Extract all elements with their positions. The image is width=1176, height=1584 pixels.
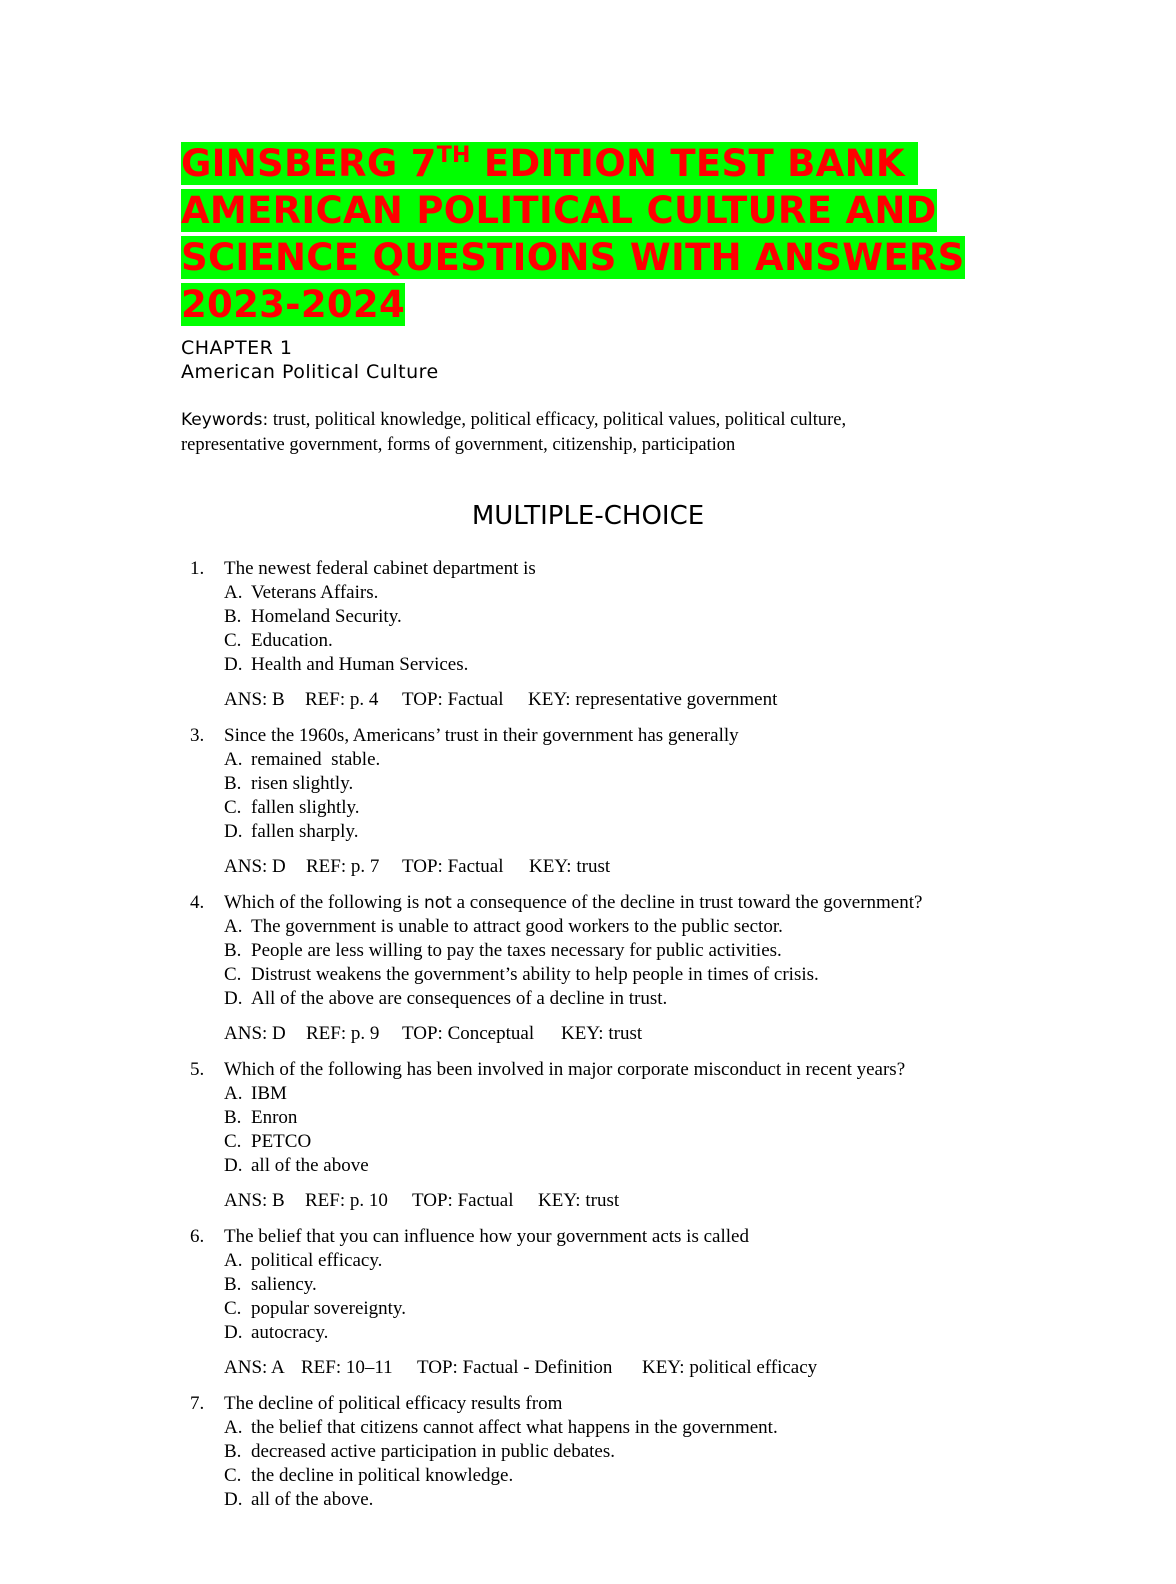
title-line-1: GINSBERG 7TH EDITION TEST BANK — [181, 142, 918, 185]
emphasis-not: not — [424, 893, 452, 913]
answer-choice: C. Distrust weakens the government’s ability to help people in times of crisis. — [224, 964, 819, 985]
keywords-line-1: trust, political knowledge, political efficacy, political values, political culture, — [272, 410, 847, 430]
answer-choice: A. the belief that citizens cannot affect what happens in the government. — [224, 1417, 778, 1438]
answer-choice: A. IBM — [224, 1083, 287, 1104]
question-stem: The decline of political efficacy results from — [224, 1393, 563, 1414]
answer-key-line — [0, 855, 1176, 879]
answer-keyword: KEY: trust — [529, 856, 611, 877]
answer-choice: B. People are less willing to pay the taxes necessary for public activities. — [224, 940, 782, 961]
answer-topic: TOP: Factual — [402, 856, 504, 877]
question-number: 7. — [190, 1393, 205, 1414]
question-item — [0, 557, 1176, 712]
answer-choice: D. autocracy. — [224, 1322, 329, 1343]
answer-choice: D. fallen sharply. — [224, 821, 359, 842]
answer-keyword: KEY: trust — [538, 1190, 620, 1211]
title-line-2: AMERICAN POLITICAL CULTURE AND — [181, 189, 937, 232]
answer-ref: REF: 10–11 — [301, 1357, 393, 1378]
question-stem: Since the 1960s, Americans’ trust in their government has generally — [224, 725, 739, 746]
answer-choice: A. political efficacy. — [224, 1250, 383, 1271]
chapter-name: American Political Culture — [181, 361, 439, 383]
question-item — [0, 1058, 1176, 1213]
answer-choice: B. decreased active participation in public debates. — [224, 1441, 616, 1462]
question-stem: The belief that you can influence how your government acts is called — [224, 1226, 749, 1247]
answer-choice: A. The government is unable to attract good workers to the public sector. — [224, 916, 783, 937]
answer-ref: REF: p. 9 — [306, 1023, 380, 1044]
answer-value: ANS: D — [224, 1023, 286, 1044]
answer-key-line — [0, 688, 1176, 712]
question-item — [0, 1392, 1176, 1512]
answer-value: ANS: A — [224, 1357, 285, 1378]
question-list — [0, 557, 1176, 1524]
answer-choice: C. the decline in political knowledge. — [224, 1465, 514, 1486]
answer-choice: B. Enron — [224, 1107, 298, 1128]
answer-ref: REF: p. 10 — [305, 1190, 388, 1211]
question-number: 1. — [190, 558, 205, 579]
answer-keyword: KEY: representative government — [528, 689, 778, 710]
question-number: 6. — [190, 1226, 205, 1247]
answer-choice: C. Education. — [224, 630, 333, 651]
title-line-3: SCIENCE QUESTIONS WITH ANSWERS — [181, 236, 965, 279]
chapter-heading — [181, 336, 439, 384]
answer-choice: D. all of the above — [224, 1155, 369, 1176]
answer-choice: B. saliency. — [224, 1274, 317, 1295]
answer-topic: TOP: Factual — [412, 1190, 514, 1211]
question-item — [0, 724, 1176, 879]
question-stem: The newest federal cabinet department is — [224, 558, 536, 579]
question-stem: Which of the following is not a consequence of the decline in trust toward the government? — [224, 892, 923, 913]
keywords-block — [181, 408, 981, 458]
chapter-number: CHAPTER 1 — [181, 337, 293, 359]
keywords-label: Keywords: — [181, 410, 269, 430]
answer-value: ANS: D — [224, 856, 286, 877]
question-number: 5. — [190, 1059, 205, 1080]
answer-choice: A. remained stable. — [224, 749, 381, 770]
answer-choice: C. popular sovereignty. — [224, 1298, 406, 1319]
answer-value: ANS: B — [224, 689, 285, 710]
answer-choice: C. PETCO — [224, 1131, 312, 1152]
answer-choice: B. risen slightly. — [224, 773, 354, 794]
answer-keyword: KEY: trust — [561, 1023, 643, 1044]
question-stem: Which of the following has been involved in major corporate misconduct in recent years? — [224, 1059, 906, 1080]
document-title — [181, 140, 1001, 328]
answer-value: ANS: B — [224, 1190, 285, 1211]
section-heading: MULTIPLE-CHOICE — [471, 501, 705, 531]
answer-key-line — [0, 1356, 1176, 1380]
answer-choice: D. all of the above. — [224, 1489, 374, 1510]
question-number: 3. — [190, 725, 205, 746]
question-number: 4. — [190, 892, 205, 913]
question-item — [0, 1225, 1176, 1380]
answer-ref: REF: p. 7 — [306, 856, 380, 877]
question-item — [0, 891, 1176, 1046]
answer-ref: REF: p. 4 — [305, 689, 379, 710]
answer-key-line — [0, 1189, 1176, 1213]
keywords-line-2: representative government, forms of government, citizenship, participation — [181, 435, 736, 455]
answer-choice: C. fallen slightly. — [224, 797, 360, 818]
answer-choice: B. Homeland Security. — [224, 606, 402, 627]
answer-keyword: KEY: political efficacy — [642, 1357, 818, 1378]
title-line-4: 2023-2024 — [181, 283, 406, 326]
answer-choice: D. All of the above are consequences of a decline in trust. — [224, 988, 668, 1009]
answer-topic: TOP: Conceptual — [402, 1023, 535, 1044]
answer-choice: D. Health and Human Services. — [224, 654, 469, 675]
answer-key-line — [0, 1022, 1176, 1046]
answer-choice: A. Veterans Affairs. — [224, 582, 379, 603]
answer-topic: TOP: Factual — [402, 689, 504, 710]
answer-topic: TOP: Factual - Definition — [417, 1357, 613, 1378]
